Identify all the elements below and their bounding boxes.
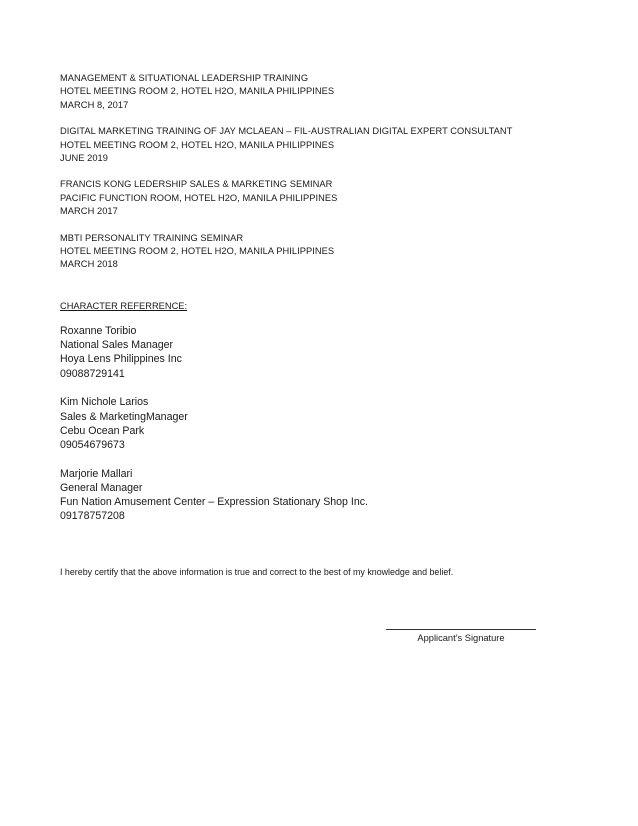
reference-company: Hoya Lens Philippines Inc: [60, 353, 182, 366]
training-entry: [60, 72, 600, 112]
references-list: [60, 324, 580, 538]
training-venue: HOTEL MEETING ROOM 2, HOTEL H2O, MANILA PHILIPPINES: [60, 139, 335, 150]
training-venue: HOTEL MEETING ROOM 2, HOTEL H2O, MANILA PHILIPPINES: [60, 246, 335, 257]
character-reference-heading: CHARACTER REFERRENCE:: [60, 301, 188, 311]
signature-line: [386, 629, 536, 630]
training-date: MARCH 2018: [60, 259, 118, 270]
training-entry: [60, 178, 600, 218]
signature-label: Applicant’s Signature: [417, 633, 505, 643]
reference-name: Roxanne Toribio: [60, 325, 137, 337]
reference-phone: 09054679673: [60, 438, 125, 451]
reference-position: National Sales Manager: [60, 339, 174, 352]
reference-company: Cebu Ocean Park: [60, 424, 145, 437]
reference-entry: [60, 324, 580, 381]
training-date: MARCH 2017: [60, 206, 118, 217]
reference-phone: 09088729141: [60, 367, 125, 380]
training-date: JUNE 2019: [60, 153, 108, 164]
reference-company: Fun Nation Amusement Center – Expression Stationary Shop Inc.: [60, 496, 368, 509]
training-title: DIGITAL MARKETING TRAINING OF JAY MCLAEAN – FIL-AUSTRALIAN DIGITAL EXPERT CONSULTANT: [60, 126, 513, 137]
certification-statement: I hereby certify that the above information is true and correct to the best of my knowledge and belief.: [60, 567, 454, 577]
training-title: MBTI PERSONALITY TRAINING SEMINAR: [60, 232, 244, 243]
reference-position: General Manager: [60, 481, 143, 494]
training-entry: [60, 232, 600, 272]
training-venue: PACIFIC FUNCTION ROOM, HOTEL H2O, MANILA PHILIPPINES: [60, 192, 338, 203]
reference-phone: 09178757208: [60, 510, 125, 523]
reference-name: Marjorie Mallari: [60, 467, 133, 480]
trainings-list: [60, 72, 600, 285]
reference-entry: [60, 467, 580, 524]
training-title: MANAGEMENT & SITUATIONAL LEADERSHIP TRAINING: [60, 73, 309, 83]
reference-entry: [60, 395, 580, 452]
training-title: FRANCIS KONG LEDERSHIP SALES & MARKETING SEMINAR: [60, 179, 333, 190]
reference-name: Kim Nichole Larios: [60, 396, 149, 409]
reference-position: Sales & MarketingManager: [60, 410, 188, 423]
training-date: MARCH 8, 2017: [60, 99, 129, 110]
training-entry: [60, 125, 600, 165]
training-venue: HOTEL MEETING ROOM 2, HOTEL H2O, MANILA PHILIPPINES: [60, 86, 335, 97]
